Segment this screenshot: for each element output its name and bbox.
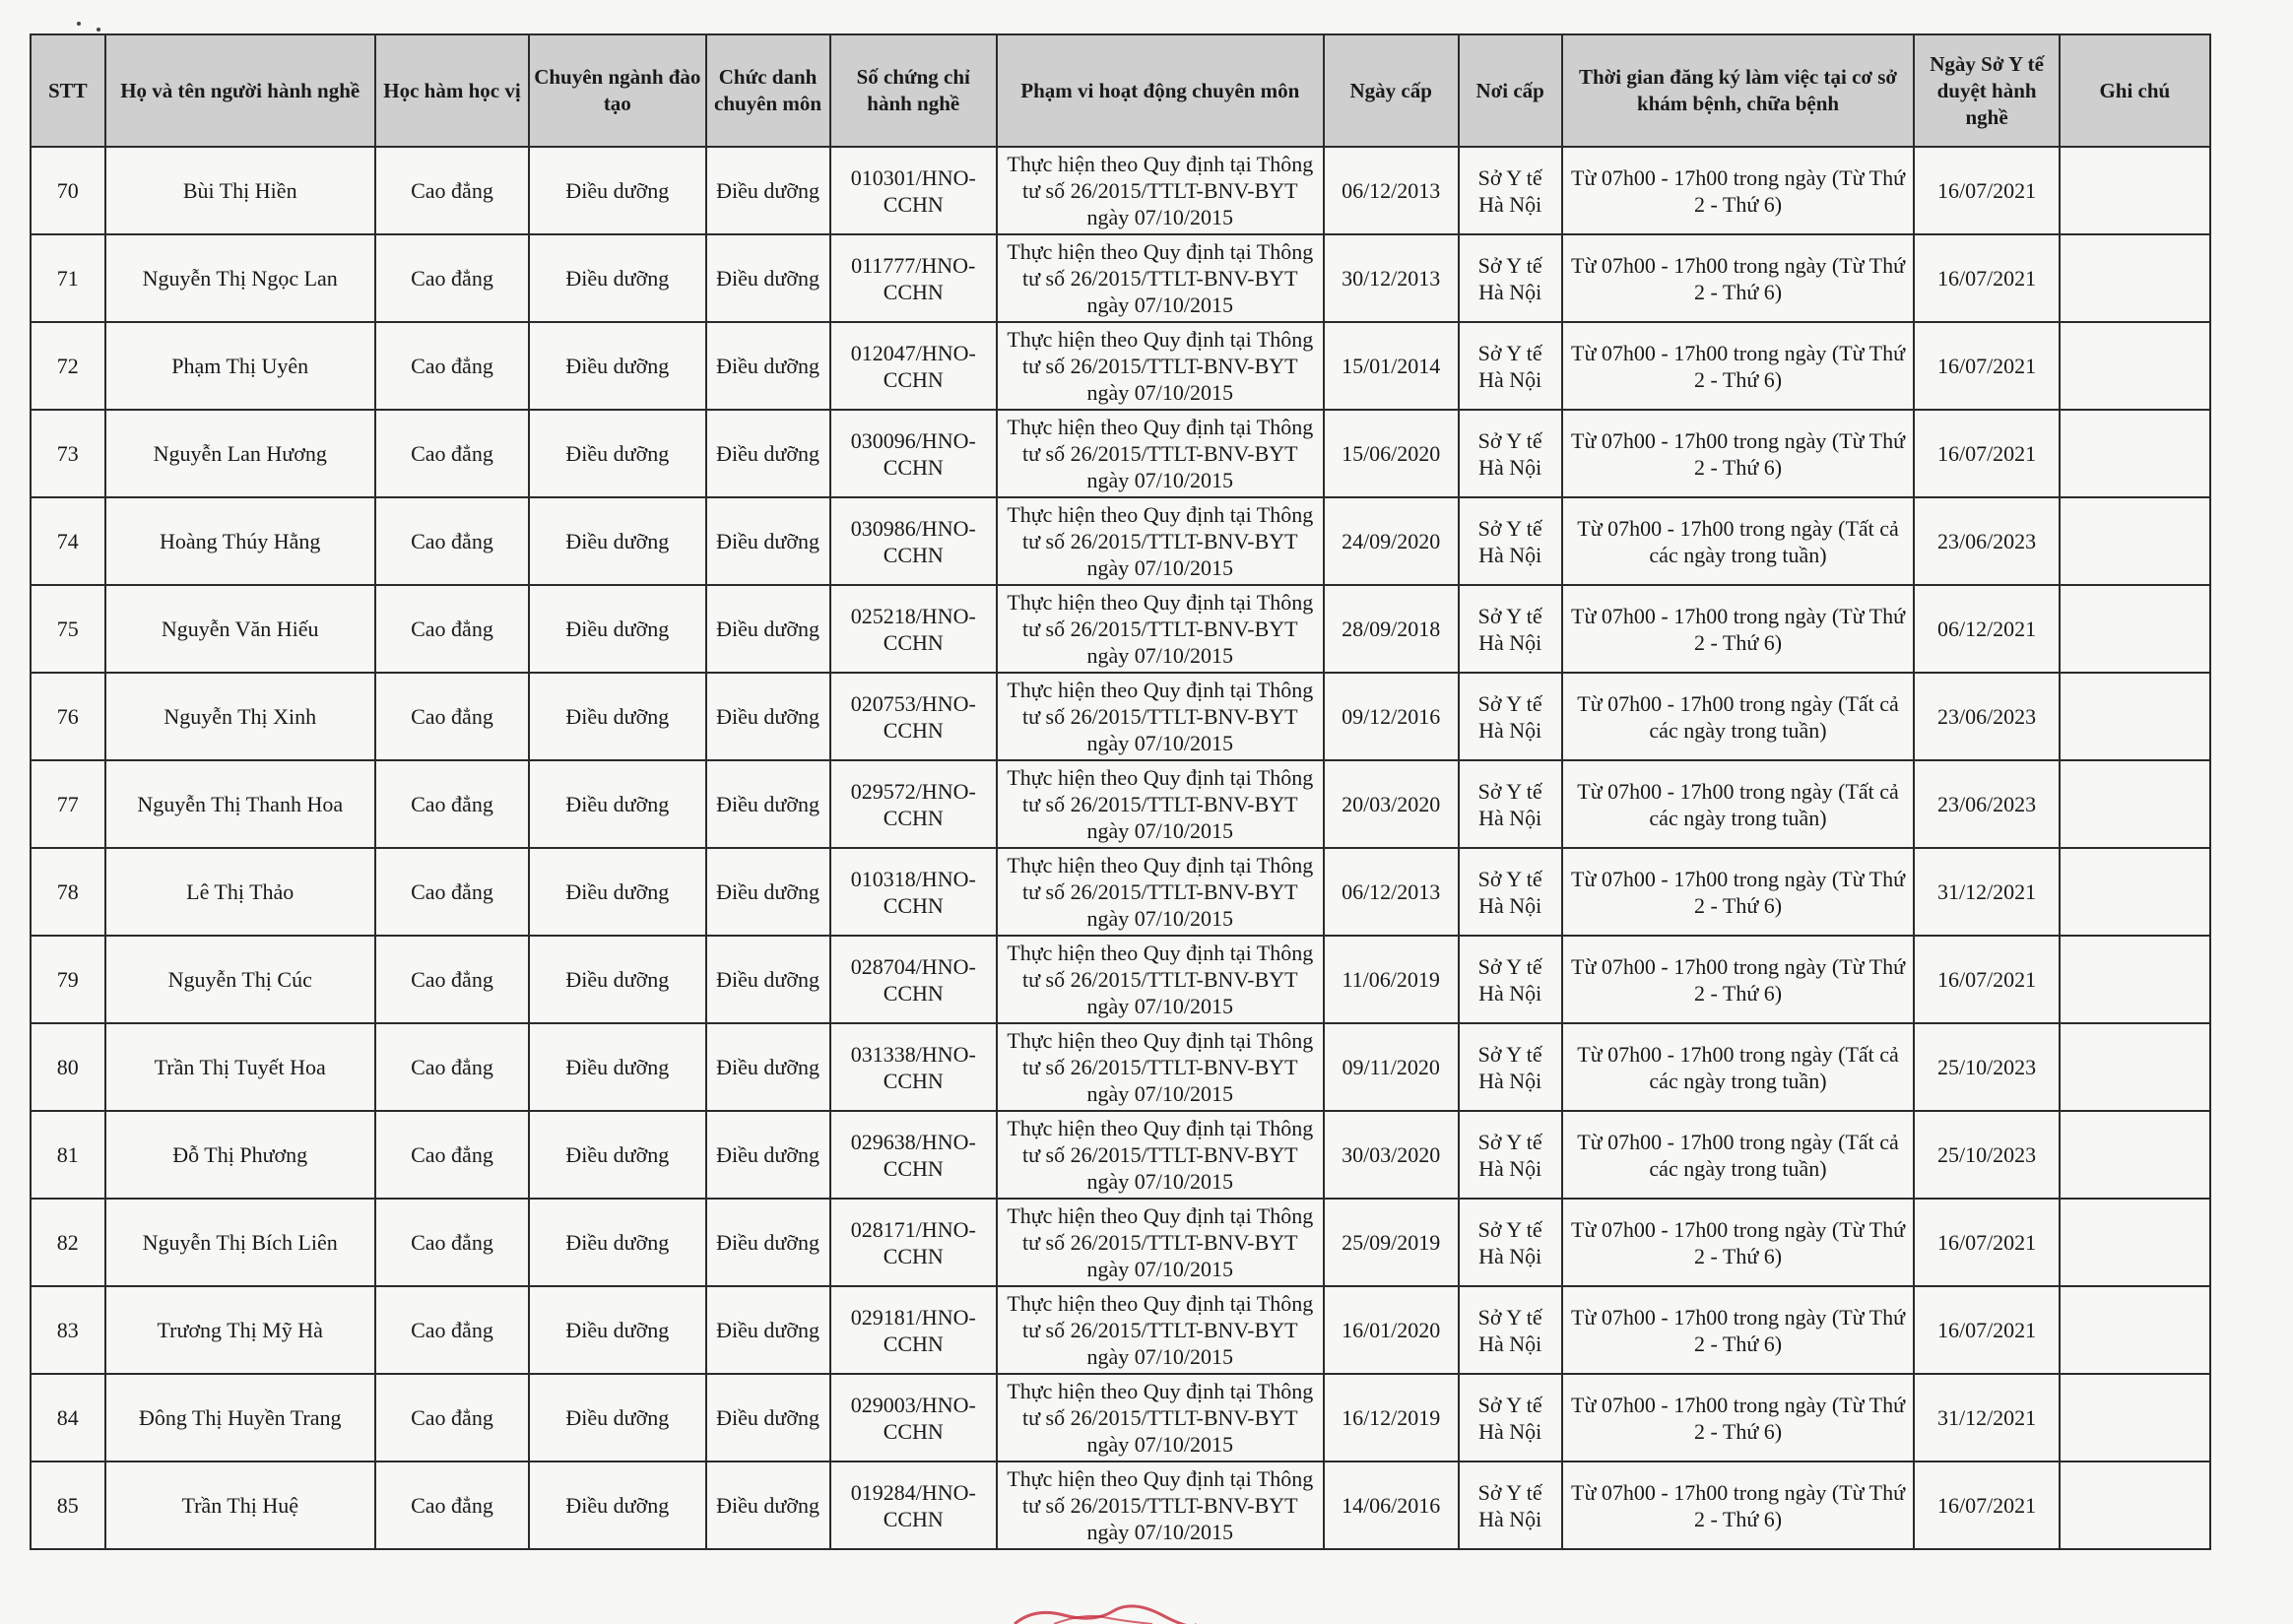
cell-cert: 025218/HNO-CCHN (830, 585, 997, 673)
cell-cert: 031338/HNO-CCHN (830, 1023, 997, 1111)
header-note: Ghi chú (2060, 34, 2210, 147)
cell-approved: 23/06/2023 (1914, 760, 2059, 848)
cell-scope: Thực hiện theo Quy định tại Thông tư số 26/2015/TTLT-BNV-BYT ngày 07/10/2015 (997, 410, 1324, 497)
cell-approved: 16/07/2021 (1914, 322, 2059, 410)
cell-note (2060, 848, 2210, 936)
cell-issued: 14/06/2016 (1324, 1462, 1459, 1549)
cell-title: Điều dưỡng (706, 322, 830, 410)
cell-time: Từ 07h00 - 17h00 trong ngày (Từ Thứ 2 - Thứ 6) (1562, 936, 1915, 1023)
cell-title: Điều dưỡng (706, 1023, 830, 1111)
cell-place: Sở Y tế Hà Nội (1459, 585, 1562, 673)
header-degree: Học hàm học vị (375, 34, 529, 147)
cell-issued: 11/06/2019 (1324, 936, 1459, 1023)
cell-scope: Thực hiện theo Quy định tại Thông tư số 26/2015/TTLT-BNV-BYT ngày 07/10/2015 (997, 322, 1324, 410)
cell-degree: Cao đẳng (375, 410, 529, 497)
cell-approved: 16/07/2021 (1914, 410, 2059, 497)
cell-major: Điều dưỡng (529, 147, 705, 234)
cell-time: Từ 07h00 - 17h00 trong ngày (Từ Thứ 2 - Thứ 6) (1562, 1374, 1915, 1462)
cell-issued: 06/12/2013 (1324, 848, 1459, 936)
cell-time: Từ 07h00 - 17h00 trong ngày (Tất cả các ngày trong tuần) (1562, 497, 1915, 585)
cell-cert: 012047/HNO-CCHN (830, 322, 997, 410)
cell-scope: Thực hiện theo Quy định tại Thông tư số 26/2015/TTLT-BNV-BYT ngày 07/10/2015 (997, 1023, 1324, 1111)
table-row (31, 1374, 2210, 1462)
cell-issued: 16/01/2020 (1324, 1286, 1459, 1374)
cell-note (2060, 760, 2210, 848)
header-major: Chuyên ngành đào tạo (529, 34, 705, 147)
cell-stt: 73 (31, 410, 105, 497)
cell-name: Lê Thị Thảo (105, 848, 375, 936)
cell-cert: 019284/HNO-CCHN (830, 1462, 997, 1549)
cell-degree: Cao đẳng (375, 848, 529, 936)
cell-degree: Cao đẳng (375, 234, 529, 322)
cell-scope: Thực hiện theo Quy định tại Thông tư số 26/2015/TTLT-BNV-BYT ngày 07/10/2015 (997, 1462, 1324, 1549)
cell-major: Điều dưỡng (529, 497, 705, 585)
cell-stt: 79 (31, 936, 105, 1023)
cell-approved: 16/07/2021 (1914, 234, 2059, 322)
header-stt: STT (31, 34, 105, 147)
cell-title: Điều dưỡng (706, 147, 830, 234)
cell-cert: 011777/HNO-CCHN (830, 234, 997, 322)
cell-stt: 70 (31, 147, 105, 234)
cell-major: Điều dưỡng (529, 410, 705, 497)
cell-scope: Thực hiện theo Quy định tại Thông tư số 26/2015/TTLT-BNV-BYT ngày 07/10/2015 (997, 1374, 1324, 1462)
cell-degree: Cao đẳng (375, 936, 529, 1023)
cell-approved: 16/07/2021 (1914, 936, 2059, 1023)
cell-stt: 85 (31, 1462, 105, 1549)
cell-scope: Thực hiện theo Quy định tại Thông tư số 26/2015/TTLT-BNV-BYT ngày 07/10/2015 (997, 585, 1324, 673)
cell-time: Từ 07h00 - 17h00 trong ngày (Từ Thứ 2 - Thứ 6) (1562, 1199, 1915, 1286)
cell-degree: Cao đẳng (375, 673, 529, 760)
cell-degree: Cao đẳng (375, 1023, 529, 1111)
cell-major: Điều dưỡng (529, 234, 705, 322)
table-body (31, 147, 2210, 1549)
cell-name: Nguyễn Thị Ngọc Lan (105, 234, 375, 322)
cell-major: Điều dưỡng (529, 760, 705, 848)
table-row (31, 234, 2210, 322)
cell-note (2060, 322, 2210, 410)
cell-degree: Cao đẳng (375, 1199, 529, 1286)
table-row (31, 760, 2210, 848)
cell-title: Điều dưỡng (706, 673, 830, 760)
cell-major: Điều dưỡng (529, 1286, 705, 1374)
cell-name: Nguyễn Thị Xinh (105, 673, 375, 760)
cell-name: Đông Thị Huyền Trang (105, 1374, 375, 1462)
cell-title: Điều dưỡng (706, 1374, 830, 1462)
cell-name: Nguyễn Thị Thanh Hoa (105, 760, 375, 848)
cell-scope: Thực hiện theo Quy định tại Thông tư số 26/2015/TTLT-BNV-BYT ngày 07/10/2015 (997, 848, 1324, 936)
cell-place: Sở Y tế Hà Nội (1459, 1374, 1562, 1462)
table-row (31, 1111, 2210, 1199)
cell-approved: 16/07/2021 (1914, 1199, 2059, 1286)
cell-place: Sở Y tế Hà Nội (1459, 322, 1562, 410)
cell-place: Sở Y tế Hà Nội (1459, 1199, 1562, 1286)
cell-major: Điều dưỡng (529, 936, 705, 1023)
cell-stt: 71 (31, 234, 105, 322)
header-title: Chức danh chuyên môn (706, 34, 830, 147)
cell-major: Điều dưỡng (529, 322, 705, 410)
cell-scope: Thực hiện theo Quy định tại Thông tư số 26/2015/TTLT-BNV-BYT ngày 07/10/2015 (997, 936, 1324, 1023)
cell-note (2060, 1374, 2210, 1462)
cell-degree: Cao đẳng (375, 1111, 529, 1199)
cell-issued: 30/03/2020 (1324, 1111, 1459, 1199)
cell-issued: 28/09/2018 (1324, 585, 1459, 673)
cell-title: Điều dưỡng (706, 410, 830, 497)
cell-degree: Cao đẳng (375, 1462, 529, 1549)
cell-approved: 31/12/2021 (1914, 848, 2059, 936)
cell-title: Điều dưỡng (706, 848, 830, 936)
cell-degree: Cao đẳng (375, 322, 529, 410)
cell-cert: 020753/HNO-CCHN (830, 673, 997, 760)
cell-cert: 029638/HNO-CCHN (830, 1111, 997, 1199)
cell-name: Trần Thị Tuyết Hoa (105, 1023, 375, 1111)
cell-title: Điều dưỡng (706, 1111, 830, 1199)
cell-degree: Cao đẳng (375, 1286, 529, 1374)
cell-place: Sở Y tế Hà Nội (1459, 936, 1562, 1023)
cell-note (2060, 673, 2210, 760)
cell-stt: 75 (31, 585, 105, 673)
header-place: Nơi cấp (1459, 34, 1562, 147)
cell-place: Sở Y tế Hà Nội (1459, 848, 1562, 936)
table-row (31, 410, 2210, 497)
cell-scope: Thực hiện theo Quy định tại Thông tư số 26/2015/TTLT-BNV-BYT ngày 07/10/2015 (997, 1111, 1324, 1199)
cell-approved: 31/12/2021 (1914, 1374, 2059, 1462)
table-row (31, 1023, 2210, 1111)
cell-place: Sở Y tế Hà Nội (1459, 1462, 1562, 1549)
cell-place: Sở Y tế Hà Nội (1459, 147, 1562, 234)
cell-approved: 23/06/2023 (1914, 497, 2059, 585)
cell-title: Điều dưỡng (706, 585, 830, 673)
cell-place: Sở Y tế Hà Nội (1459, 234, 1562, 322)
cell-scope: Thực hiện theo Quy định tại Thông tư số 26/2015/TTLT-BNV-BYT ngày 07/10/2015 (997, 760, 1324, 848)
table-row (31, 585, 2210, 673)
practitioner-roster-table (30, 33, 2211, 1550)
cell-title: Điều dưỡng (706, 1286, 830, 1374)
cell-time: Từ 07h00 - 17h00 trong ngày (Từ Thứ 2 - Thứ 6) (1562, 585, 1915, 673)
cell-title: Điều dưỡng (706, 1462, 830, 1549)
cell-place: Sở Y tế Hà Nội (1459, 1023, 1562, 1111)
cell-cert: 029572/HNO-CCHN (830, 760, 997, 848)
cell-cert: 010318/HNO-CCHN (830, 848, 997, 936)
cell-title: Điều dưỡng (706, 760, 830, 848)
cell-scope: Thực hiện theo Quy định tại Thông tư số 26/2015/TTLT-BNV-BYT ngày 07/10/2015 (997, 673, 1324, 760)
cell-name: Trương Thị Mỹ Hà (105, 1286, 375, 1374)
cell-name: Phạm Thị Uyên (105, 322, 375, 410)
cell-stt: 81 (31, 1111, 105, 1199)
cell-scope: Thực hiện theo Quy định tại Thông tư số 26/2015/TTLT-BNV-BYT ngày 07/10/2015 (997, 1286, 1324, 1374)
cell-cert: 030096/HNO-CCHN (830, 410, 997, 497)
cell-major: Điều dưỡng (529, 1023, 705, 1111)
cell-stt: 77 (31, 760, 105, 848)
cell-degree: Cao đẳng (375, 1374, 529, 1462)
cell-time: Từ 07h00 - 17h00 trong ngày (Từ Thứ 2 - Thứ 6) (1562, 147, 1915, 234)
table-row (31, 673, 2210, 760)
cell-major: Điều dưỡng (529, 1462, 705, 1549)
header-name: Họ và tên người hành nghề (105, 34, 375, 147)
cell-place: Sở Y tế Hà Nội (1459, 673, 1562, 760)
cell-issued: 25/09/2019 (1324, 1199, 1459, 1286)
cell-approved: 16/07/2021 (1914, 1462, 2059, 1549)
cell-issued: 15/06/2020 (1324, 410, 1459, 497)
cell-note (2060, 585, 2210, 673)
table-row (31, 322, 2210, 410)
cell-degree: Cao đẳng (375, 760, 529, 848)
cell-stt: 84 (31, 1374, 105, 1462)
cell-name: Trần Thị Huệ (105, 1462, 375, 1549)
cell-time: Từ 07h00 - 17h00 trong ngày (Từ Thứ 2 - Thứ 6) (1562, 848, 1915, 936)
table-row (31, 1199, 2210, 1286)
cell-note (2060, 497, 2210, 585)
cell-time: Từ 07h00 - 17h00 trong ngày (Từ Thứ 2 - Thứ 6) (1562, 234, 1915, 322)
table-row (31, 848, 2210, 936)
cell-stt: 83 (31, 1286, 105, 1374)
cell-place: Sở Y tế Hà Nội (1459, 497, 1562, 585)
cell-degree: Cao đẳng (375, 497, 529, 585)
cell-approved: 25/10/2023 (1914, 1023, 2059, 1111)
cell-stt: 72 (31, 322, 105, 410)
scan-speck (77, 22, 81, 26)
cell-note (2060, 147, 2210, 234)
cell-time: Từ 07h00 - 17h00 trong ngày (Tất cả các ngày trong tuần) (1562, 1111, 1915, 1199)
cell-approved: 23/06/2023 (1914, 673, 2059, 760)
cell-name: Nguyễn Văn Hiếu (105, 585, 375, 673)
cell-issued: 16/12/2019 (1324, 1374, 1459, 1462)
cell-title: Điều dưỡng (706, 497, 830, 585)
cell-time: Từ 07h00 - 17h00 trong ngày (Tất cả các ngày trong tuần) (1562, 673, 1915, 760)
cell-issued: 15/01/2014 (1324, 322, 1459, 410)
header-issued: Ngày cấp (1324, 34, 1459, 147)
seal-edge-graphic (995, 1603, 1212, 1624)
cell-cert: 028704/HNO-CCHN (830, 936, 997, 1023)
cell-cert: 029181/HNO-CCHN (830, 1286, 997, 1374)
cell-major: Điều dưỡng (529, 585, 705, 673)
cell-scope: Thực hiện theo Quy định tại Thông tư số 26/2015/TTLT-BNV-BYT ngày 07/10/2015 (997, 497, 1324, 585)
table-row (31, 1462, 2210, 1549)
cell-cert: 029003/HNO-CCHN (830, 1374, 997, 1462)
cell-place: Sở Y tế Hà Nội (1459, 760, 1562, 848)
cell-note (2060, 1023, 2210, 1111)
header-time: Thời gian đăng ký làm việc tại cơ sở khám bệnh, chữa bệnh (1562, 34, 1915, 147)
cell-stt: 78 (31, 848, 105, 936)
cell-cert: 030986/HNO-CCHN (830, 497, 997, 585)
cell-note (2060, 1199, 2210, 1286)
table-row (31, 497, 2210, 585)
cell-scope: Thực hiện theo Quy định tại Thông tư số 26/2015/TTLT-BNV-BYT ngày 07/10/2015 (997, 1199, 1324, 1286)
cell-approved: 16/07/2021 (1914, 1286, 2059, 1374)
cell-title: Điều dưỡng (706, 1199, 830, 1286)
cell-time: Từ 07h00 - 17h00 trong ngày (Tất cả các ngày trong tuần) (1562, 760, 1915, 848)
header-cert: Số chứng chỉ hành nghề (830, 34, 997, 147)
cell-stt: 82 (31, 1199, 105, 1286)
cell-note (2060, 1286, 2210, 1374)
header-approved: Ngày Sở Y tế duyệt hành nghề (1914, 34, 2059, 147)
cell-approved: 16/07/2021 (1914, 147, 2059, 234)
cell-note (2060, 1111, 2210, 1199)
cell-major: Điều dưỡng (529, 1199, 705, 1286)
cell-name: Nguyễn Lan Hương (105, 410, 375, 497)
cell-note (2060, 410, 2210, 497)
cell-major: Điều dưỡng (529, 673, 705, 760)
cell-stt: 74 (31, 497, 105, 585)
cell-cert: 010301/HNO-CCHN (830, 147, 997, 234)
cell-approved: 06/12/2021 (1914, 585, 2059, 673)
cell-major: Điều dưỡng (529, 1111, 705, 1199)
red-seal-stamp (995, 1603, 1212, 1624)
cell-place: Sở Y tế Hà Nội (1459, 1111, 1562, 1199)
cell-major: Điều dưỡng (529, 1374, 705, 1462)
cell-name: Nguyễn Thị Bích Liên (105, 1199, 375, 1286)
cell-issued: 30/12/2013 (1324, 234, 1459, 322)
cell-time: Từ 07h00 - 17h00 trong ngày (Từ Thứ 2 - Thứ 6) (1562, 322, 1915, 410)
cell-title: Điều dưỡng (706, 234, 830, 322)
table-header-row (31, 34, 2210, 147)
cell-degree: Cao đẳng (375, 147, 529, 234)
cell-issued: 20/03/2020 (1324, 760, 1459, 848)
cell-note (2060, 234, 2210, 322)
table-row (31, 147, 2210, 234)
cell-scope: Thực hiện theo Quy định tại Thông tư số 26/2015/TTLT-BNV-BYT ngày 07/10/2015 (997, 147, 1324, 234)
cell-time: Từ 07h00 - 17h00 trong ngày (Từ Thứ 2 - Thứ 6) (1562, 1462, 1915, 1549)
table-row (31, 1286, 2210, 1374)
cell-approved: 25/10/2023 (1914, 1111, 2059, 1199)
cell-major: Điều dưỡng (529, 848, 705, 936)
cell-name: Hoàng Thúy Hằng (105, 497, 375, 585)
cell-stt: 76 (31, 673, 105, 760)
cell-name: Nguyễn Thị Cúc (105, 936, 375, 1023)
cell-cert: 028171/HNO-CCHN (830, 1199, 997, 1286)
cell-scope: Thực hiện theo Quy định tại Thông tư số 26/2015/TTLT-BNV-BYT ngày 07/10/2015 (997, 234, 1324, 322)
cell-stt: 80 (31, 1023, 105, 1111)
cell-note (2060, 936, 2210, 1023)
cell-time: Từ 07h00 - 17h00 trong ngày (Từ Thứ 2 - Thứ 6) (1562, 410, 1915, 497)
cell-name: Đỗ Thị Phương (105, 1111, 375, 1199)
cell-time: Từ 07h00 - 17h00 trong ngày (Từ Thứ 2 - Thứ 6) (1562, 1286, 1915, 1374)
cell-title: Điều dưỡng (706, 936, 830, 1023)
cell-place: Sở Y tế Hà Nội (1459, 410, 1562, 497)
cell-name: Bùi Thị Hiền (105, 147, 375, 234)
scan-speck (97, 28, 100, 32)
header-scope: Phạm vi hoạt động chuyên môn (997, 34, 1324, 147)
cell-issued: 09/11/2020 (1324, 1023, 1459, 1111)
cell-place: Sở Y tế Hà Nội (1459, 1286, 1562, 1374)
cell-time: Từ 07h00 - 17h00 trong ngày (Tất cả các ngày trong tuần) (1562, 1023, 1915, 1111)
cell-issued: 09/12/2016 (1324, 673, 1459, 760)
table-row (31, 936, 2210, 1023)
cell-degree: Cao đẳng (375, 585, 529, 673)
cell-issued: 06/12/2013 (1324, 147, 1459, 234)
cell-note (2060, 1462, 2210, 1549)
cell-issued: 24/09/2020 (1324, 497, 1459, 585)
